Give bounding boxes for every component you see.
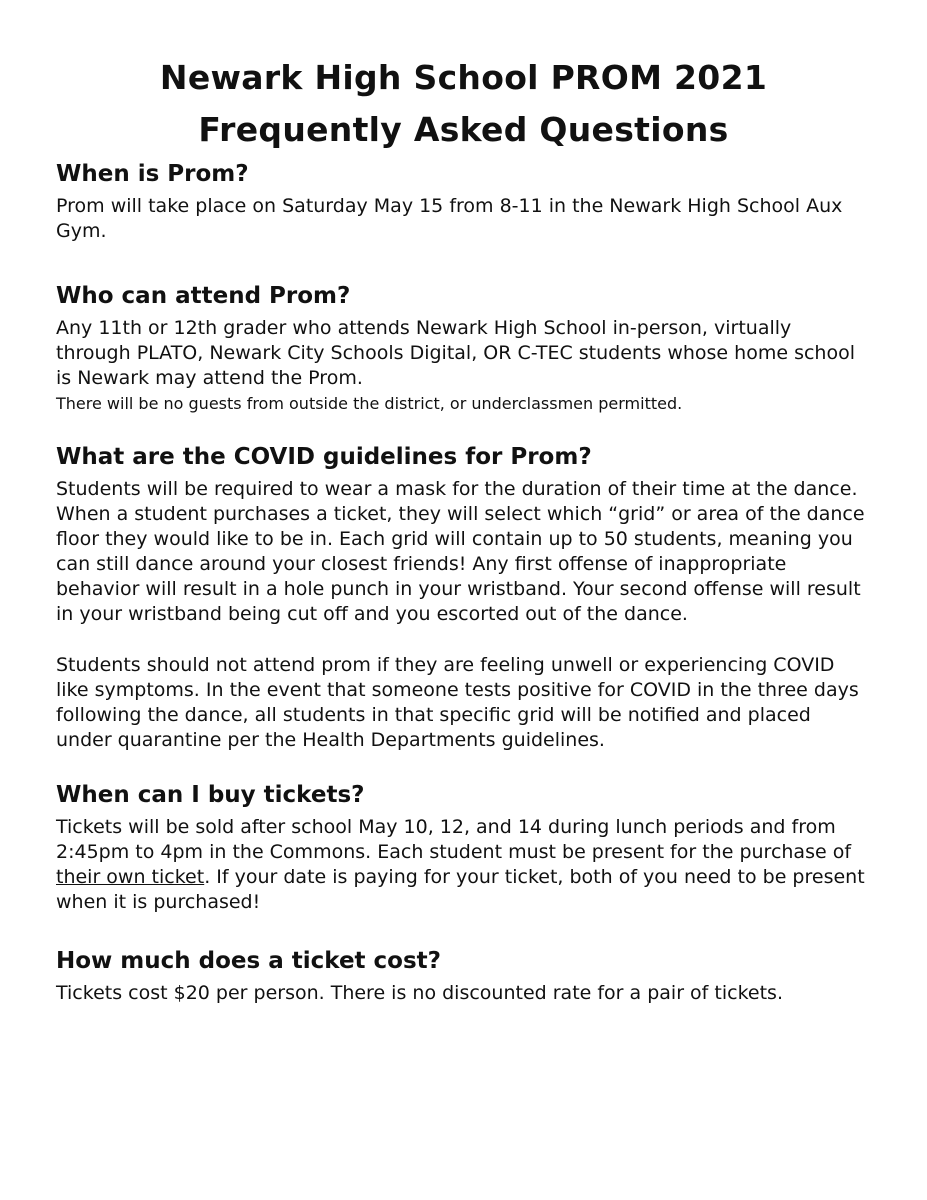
question-heading: Who can attend Prom? (56, 283, 351, 309)
question-heading: When is Prom? (56, 161, 249, 187)
faq-section-buy-tickets (56, 781, 871, 915)
answer-text: Prom will take place on Saturday May 15 from 8-11 in the Newark High School Aux Gym. (56, 195, 843, 242)
answer-text-part-1: Tickets will be sold after school May 10, 12, and 14 during lunch periods and from 2:45pm to 4pm in the Commons. Each student must be present for the purchase of (56, 816, 852, 863)
faq-section-when-is-prom (56, 160, 871, 244)
question-heading: How much does a ticket cost? (56, 948, 442, 974)
answer-note: There will be no guests from outside the district, or underclassmen permitted. (56, 394, 683, 413)
answer-text (56, 815, 871, 915)
title-line-2: Frequently Asked Questions (198, 110, 729, 149)
answer-text: Any 11th or 12th grader who attends Newark High School in-person, virtually through PLATO, Newark City Schools Digital, OR C-TEC students whose home school is Newark may attend the Prom. (56, 317, 855, 389)
answer-text: Students will be required to wear a mask for the duration of their time at the dance. When a student purchases a ticket, they will select which “grid” or area of the dance floor they would like to be in. Each grid will contain up to 50 students, meaning you can still dance around your closest friends! Any first offense of inappropriate behavior will result in a hole punch in your wristband. Your second offense will result in your wristband being cut off and you escorted out of the dance. (56, 478, 865, 625)
faq-section-covid-guidelines (56, 443, 871, 753)
title-line-1: Newark High School PROM 2021 (159, 58, 768, 97)
faq-section-who-can-attend (56, 282, 871, 417)
question-heading: What are the COVID guidelines for Prom? (56, 444, 592, 470)
answer-text-2: Students should not attend prom if they are feeling unwell or experiencing COVID like symptoms. In the event that someone tests positive for COVID in the three days following the dance, all students in that specific grid will be notified and placed under quarantine per the Health Departments guidelines. (56, 654, 859, 751)
answer-text: Tickets cost $20 per person. There is no discounted rate for a pair of tickets. (56, 982, 783, 1004)
question-heading: When can I buy tickets? (56, 782, 365, 808)
answer-text-part-2: . If your date is paying for your ticket, both of you need to be present when it is purchased! (56, 866, 865, 913)
underlined-emphasis: their own ticket (56, 866, 205, 888)
faq-section-ticket-cost (56, 947, 871, 1006)
document-title (56, 52, 871, 156)
